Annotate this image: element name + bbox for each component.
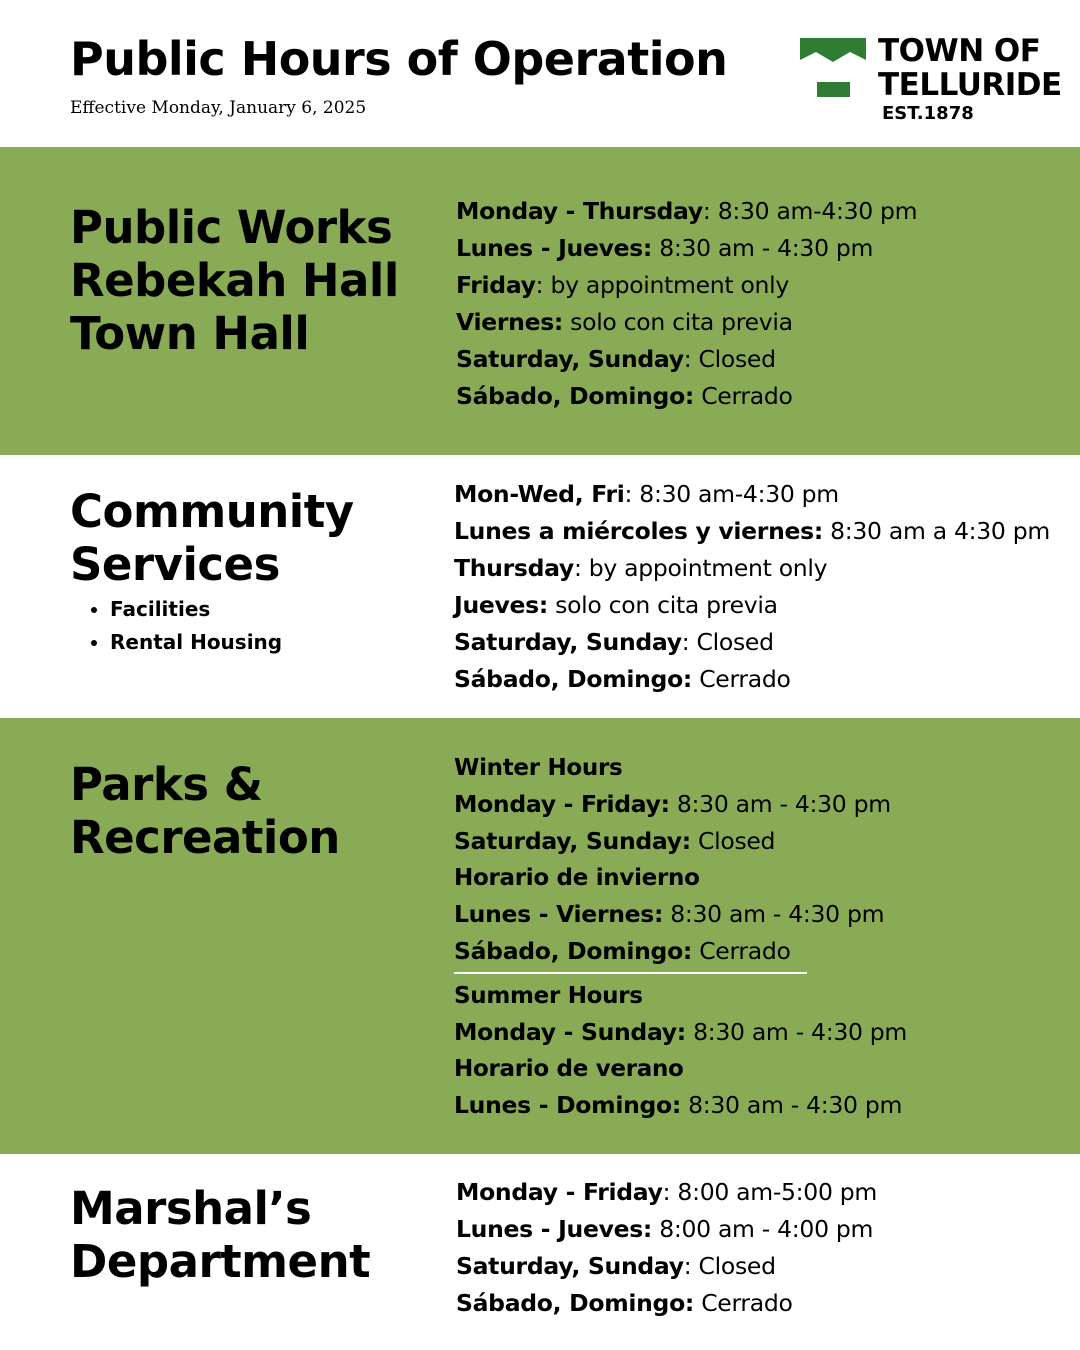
day-label: Lunes a miércoles y viernes:	[454, 517, 823, 545]
winter-hours-list	[454, 786, 907, 860]
hours-value: 8:30 am - 4:30 pm	[680, 1091, 903, 1119]
day-label: Mon-Wed, Fri	[454, 480, 625, 508]
hours-line	[456, 1248, 877, 1285]
list-item: • Facilities	[110, 593, 282, 626]
hours-value: 8:30 am a 4:30 pm	[822, 517, 1050, 545]
day-label: Lunes - Jueves:	[456, 234, 653, 262]
hours-list	[456, 193, 917, 415]
hours-value: solo con cita previa	[563, 308, 793, 336]
section-title	[70, 1182, 370, 1288]
hours-line	[454, 896, 907, 933]
day-label: Lunes - Jueves:	[456, 1215, 653, 1243]
day-label: Viernes:	[456, 308, 564, 336]
day-label: Saturday, Sunday:	[454, 827, 691, 855]
title-line: Services	[70, 538, 280, 591]
winter-hours-heading-es: Horario de invierno	[454, 865, 700, 891]
hours-value: Closed	[690, 827, 776, 855]
summer-hours-heading-es: Horario de verano	[454, 1056, 684, 1082]
hours-line	[454, 476, 1050, 513]
section-parks-recreation	[0, 718, 1080, 1154]
day-label: Lunes - Domingo:	[454, 1091, 681, 1119]
hours-line	[454, 550, 1050, 587]
hours-value: 8:00 am - 4:00 pm	[652, 1215, 874, 1243]
hours-list	[454, 476, 1050, 698]
hours-value: 8:30 am-4:30 pm	[632, 480, 839, 508]
hours-value: Cerrado	[692, 937, 791, 965]
mountain-logo-icon	[800, 38, 866, 100]
hours-line	[454, 933, 907, 970]
day-label: Saturday, Sunday	[456, 1252, 684, 1280]
label-separator: :	[683, 345, 692, 373]
hours-value: Closed	[691, 1252, 776, 1280]
title-line: Town Hall	[70, 307, 310, 360]
day-label: Saturday, Sunday	[454, 628, 682, 656]
hours-line	[454, 1087, 907, 1124]
hours-line	[454, 587, 1050, 624]
hours-value: Closed	[689, 628, 774, 656]
section-community-services	[0, 455, 1080, 718]
hours-line	[454, 661, 1050, 698]
day-label: Jueves:	[454, 591, 548, 619]
hours-line	[454, 786, 907, 823]
day-label: Sábado, Domingo:	[454, 665, 693, 693]
hours-value: 8:30 am - 4:30 pm	[652, 234, 874, 262]
hours-line	[454, 823, 907, 860]
day-label: Monday - Friday	[456, 1178, 663, 1206]
hours-line	[456, 1285, 877, 1322]
hours-line	[456, 1174, 877, 1211]
section-marshals-department	[0, 1154, 1080, 1350]
hours-value: Cerrado	[694, 1289, 793, 1317]
title-line: Rebekah Hall	[70, 254, 399, 307]
label-separator: :	[662, 1178, 671, 1206]
hours-line	[456, 341, 917, 378]
day-label: Saturday, Sunday	[456, 345, 684, 373]
hours-value: Cerrado	[692, 665, 791, 693]
title-line: Marshal’s	[70, 1182, 312, 1235]
day-label: Sábado, Domingo:	[456, 1289, 695, 1317]
day-label: Sábado, Domingo:	[456, 382, 695, 410]
day-label: Friday	[456, 271, 536, 299]
hours-value: Cerrado	[694, 382, 793, 410]
summer-hours-heading: Summer Hours	[454, 983, 643, 1009]
services-list	[86, 593, 282, 659]
hours-value: solo con cita previa	[547, 591, 778, 619]
hours-line	[454, 1014, 907, 1051]
title-line: Public Works	[70, 201, 393, 254]
logo-text-telluride: TELLURIDE	[878, 67, 1062, 103]
label-separator: :	[535, 271, 544, 299]
parks-hours	[454, 750, 907, 1124]
hours-value: 8:00 am-5:00 pm	[670, 1178, 877, 1206]
hours-list	[456, 1174, 877, 1322]
summer-hours-list-es	[454, 1087, 907, 1124]
list-item: • Rental Housing	[110, 626, 282, 659]
day-label: Sábado, Domingo:	[454, 937, 693, 965]
hours-value: 8:30 am - 4:30 pm	[669, 790, 891, 818]
title-line: Recreation	[70, 811, 340, 864]
title-line: Community	[70, 485, 354, 538]
hours-value: 8:30 am-4:30 pm	[710, 197, 918, 225]
hours-line	[456, 378, 917, 415]
label-separator: :	[681, 628, 690, 656]
hours-line	[456, 304, 917, 341]
divider	[454, 972, 807, 974]
hours-line	[456, 1211, 877, 1248]
hours-value: 8:30 am - 4:30 pm	[663, 900, 885, 928]
winter-hours-heading: Winter Hours	[454, 755, 623, 781]
hours-value: by appointment only	[581, 554, 828, 582]
hours-line	[454, 513, 1050, 550]
effective-date: Effective Monday, January 6, 2025	[70, 98, 367, 118]
label-separator: :	[683, 1252, 692, 1280]
hours-line	[456, 193, 917, 230]
page-header	[0, 0, 1080, 147]
section-public-works	[0, 147, 1080, 455]
hours-value: Closed	[691, 345, 776, 373]
section-title	[70, 758, 340, 864]
label-separator: :	[624, 480, 633, 508]
day-label: Lunes - Viernes:	[454, 900, 664, 928]
day-label: Monday - Thursday	[456, 197, 703, 225]
hours-value: by appointment only	[543, 271, 789, 299]
logo-text-town-of: TOWN OF	[878, 33, 1041, 69]
title-line: Department	[70, 1235, 371, 1288]
page-title: Public Hours of Operation	[70, 32, 728, 86]
winter-hours-list-es	[454, 896, 907, 970]
label-separator: :	[573, 554, 582, 582]
day-label: Thursday	[454, 554, 574, 582]
hours-line	[454, 624, 1050, 661]
day-label: Monday - Sunday:	[454, 1018, 686, 1046]
label-separator: :	[702, 197, 711, 225]
title-line: Parks &	[70, 758, 263, 811]
hours-line	[456, 230, 917, 267]
hours-value: 8:30 am - 4:30 pm	[685, 1018, 907, 1046]
day-label: Monday - Friday:	[454, 790, 670, 818]
section-title	[70, 201, 399, 360]
section-title	[70, 485, 354, 591]
logo-text-established: EST.1878	[882, 103, 974, 124]
hours-line	[456, 267, 917, 304]
summer-hours-list	[454, 1014, 907, 1051]
town-logo	[800, 33, 1062, 126]
